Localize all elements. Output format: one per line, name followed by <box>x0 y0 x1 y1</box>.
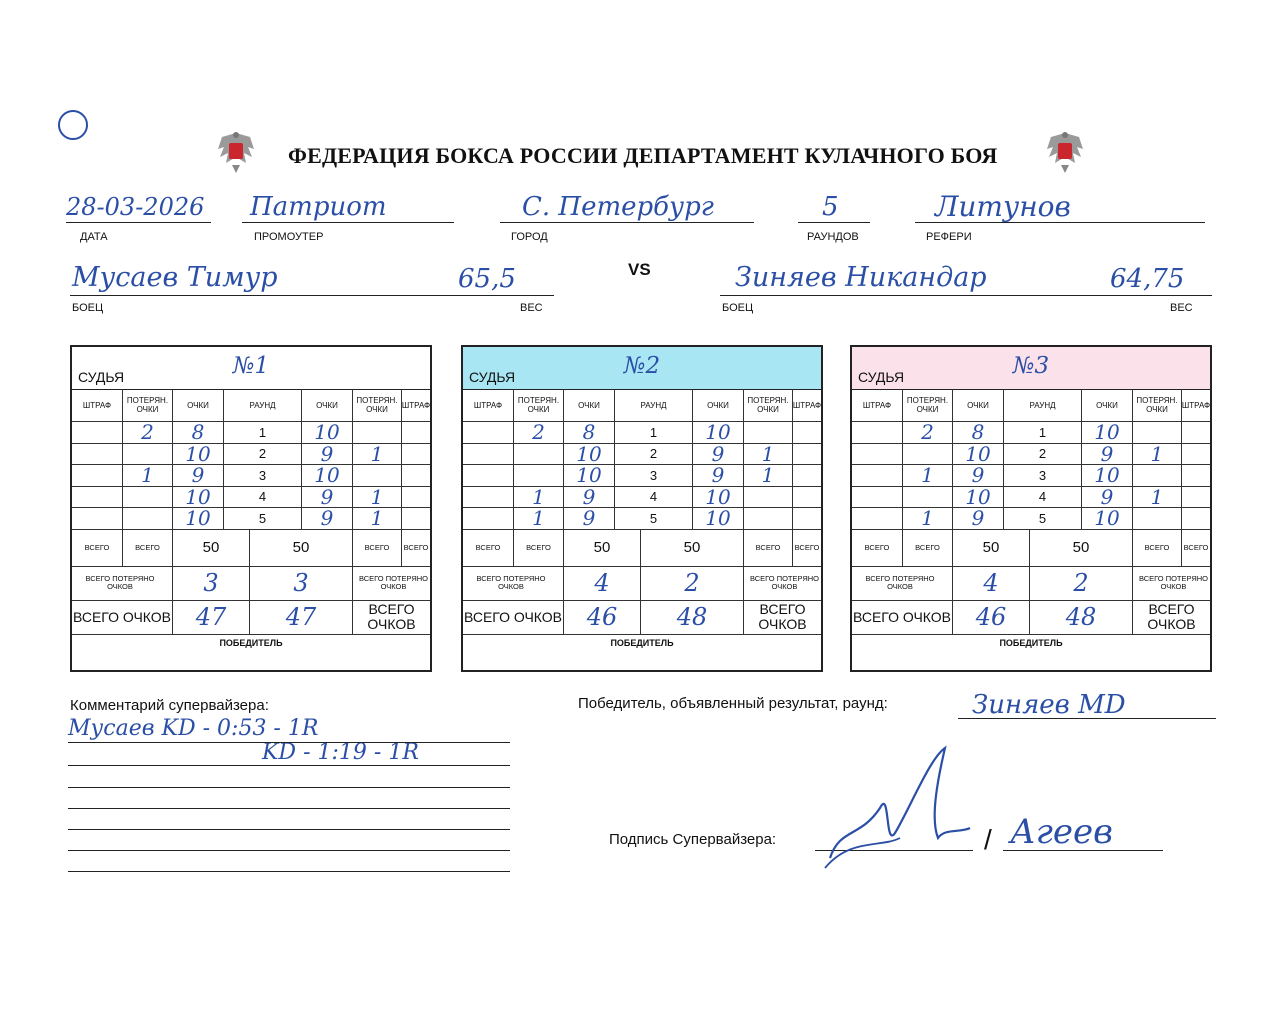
lost-left-cell: 1 <box>123 465 173 487</box>
points-right-cell: 9 <box>693 465 744 487</box>
points-left-cell: 9 <box>564 508 615 530</box>
total-left-value: 50 <box>173 530 250 567</box>
round-number-cell: 4 <box>224 487 302 509</box>
referee-value: Литунов <box>935 190 1071 223</box>
points-right-cell: 9 <box>302 508 353 530</box>
total-label: ВСЕГО <box>852 530 903 567</box>
lost-left-cell: 1 <box>903 465 953 487</box>
points-left-cell: 10 <box>564 465 615 487</box>
lost-right-cell <box>744 487 793 509</box>
federation-emblem-icon <box>1043 127 1087 175</box>
total-points-label: ВСЕГО ОЧКОВ <box>744 601 821 635</box>
points-left-cell: 10 <box>564 444 615 466</box>
judge-card-header <box>852 347 1210 390</box>
penalty-right-cell <box>1182 508 1210 530</box>
penalty-left-cell <box>463 487 514 509</box>
referee-label: РЕФЕРИ <box>926 231 972 243</box>
final-left-score: 46 <box>953 601 1030 635</box>
lost-left-cell: 1 <box>903 508 953 530</box>
total-lost-right: 2 <box>1030 567 1133 601</box>
winner-label: ПОБЕДИТЕЛЬ <box>219 638 283 648</box>
penalty-left-cell <box>463 465 514 487</box>
penalty-right-cell <box>1182 422 1210 444</box>
lost-right-cell: 1 <box>353 508 402 530</box>
penalty-left-cell <box>852 422 903 444</box>
penalty-right-cell <box>402 444 430 466</box>
penalty-right-cell <box>402 465 430 487</box>
date-label: ДАТА <box>80 231 108 243</box>
col-header-round: РАУНД <box>1004 389 1082 422</box>
total-left-value: 50 <box>953 530 1030 567</box>
penalty-right-cell <box>1182 444 1210 466</box>
lost-left-cell <box>514 444 564 466</box>
col-header-penalty: ШТРАФ <box>402 389 430 422</box>
round-number-cell: 1 <box>1004 422 1082 444</box>
lost-right-cell <box>1133 422 1182 444</box>
penalty-right-cell <box>402 422 430 444</box>
total-label: ВСЕГО <box>402 530 430 567</box>
comment-line-1: Мусаев KD - 0:53 - 1R <box>68 716 319 741</box>
points-left-cell: 8 <box>564 422 615 444</box>
penalty-left-cell <box>72 465 123 487</box>
comment-line-2: KD - 1:19 - 1R <box>262 740 419 765</box>
penalty-left-cell <box>72 444 123 466</box>
judge-number: №3 <box>1012 353 1050 379</box>
total-label: ВСЕГО <box>1133 530 1182 567</box>
total-right-value: 50 <box>250 530 353 567</box>
penalty-left-cell <box>72 422 123 444</box>
lost-left-cell: 2 <box>123 422 173 444</box>
judge-card-3 <box>850 345 1212 672</box>
lost-right-cell <box>353 465 402 487</box>
federation-emblem-icon <box>214 127 258 175</box>
penalty-left-cell <box>852 487 903 509</box>
total-label: ВСЕГО <box>463 530 514 567</box>
total-lost-left: 3 <box>173 567 250 601</box>
col-header-lost_points: ПОТЕРЯН. ОЧКИ <box>744 389 793 422</box>
penalty-left-cell <box>852 444 903 466</box>
city-value: С. Петербург <box>522 192 714 222</box>
lost-left-cell <box>514 465 564 487</box>
total-label: ВСЕГО <box>514 530 564 567</box>
signature-label: Подпись Супервайзера: <box>609 831 777 848</box>
judge-card-2 <box>461 345 823 672</box>
total-label: ВСЕГО <box>72 530 123 567</box>
points-left-cell: 9 <box>173 465 224 487</box>
final-right-score: 48 <box>641 601 744 635</box>
winner-announced-label: Победитель, объявленный результат, раунд: <box>578 695 888 712</box>
total-lost-label: ВСЕГО ПОТЕРЯНО ОЧКОВ <box>852 567 953 601</box>
lost-left-cell <box>903 444 953 466</box>
total-lost-label: ВСЕГО ПОТЕРЯНО ОЧКОВ <box>744 567 821 601</box>
points-left-cell: 10 <box>173 508 224 530</box>
penalty-left-cell <box>852 465 903 487</box>
round-number-cell: 5 <box>224 508 302 530</box>
round-number-cell: 2 <box>615 444 693 466</box>
judge-label: СУДЬЯ <box>78 369 125 385</box>
lost-right-cell: 1 <box>744 465 793 487</box>
fighter1-label: БОЕЦ <box>72 302 104 314</box>
winner-label: ПОБЕДИТЕЛЬ <box>999 638 1063 648</box>
col-header-penalty: ШТРАФ <box>1182 389 1210 422</box>
points-right-cell: 10 <box>1082 465 1133 487</box>
document-title: ФЕДЕРАЦИЯ БОКСА РОССИИ ДЕПАРТАМЕНТ КУЛАЧНОГО БОЯ <box>288 143 998 168</box>
col-header-penalty: ШТРАФ <box>793 389 821 422</box>
fighter2-name: Зиняев Никандар <box>735 262 987 293</box>
points-right-cell: 10 <box>693 422 744 444</box>
penalty-left-cell <box>852 508 903 530</box>
penalty-right-cell <box>1182 465 1210 487</box>
points-left-cell: 10 <box>953 444 1004 466</box>
lost-right-cell: 1 <box>353 487 402 509</box>
lost-left-cell: 2 <box>514 422 564 444</box>
rounds-value: 5 <box>822 192 839 222</box>
total-points-label: ВСЕГО ОЧКОВ <box>353 601 430 635</box>
col-header-penalty: ШТРАФ <box>852 389 903 422</box>
points-right-cell: 9 <box>693 444 744 466</box>
winner-label: ПОБЕДИТЕЛЬ <box>610 638 674 648</box>
judge-number: №2 <box>623 353 661 379</box>
col-header-lost_points: ПОТЕРЯН. ОЧКИ <box>903 389 953 422</box>
col-header-penalty: ШТРАФ <box>72 389 123 422</box>
col-header-lost_points: ПОТЕРЯН. ОЧКИ <box>123 389 173 422</box>
col-header-points: ОЧКИ <box>302 389 353 422</box>
total-lost-label: ВСЕГО ПОТЕРЯНО ОЧКОВ <box>463 567 564 601</box>
penalty-right-cell <box>793 487 821 509</box>
col-header-round: РАУНД <box>224 389 302 422</box>
points-right-cell: 10 <box>302 422 353 444</box>
total-points-label: ВСЕГО ОЧКОВ <box>1133 601 1210 635</box>
points-left-cell: 9 <box>953 465 1004 487</box>
fighter1-weight: 65,5 <box>458 264 516 294</box>
penalty-right-cell <box>793 508 821 530</box>
final-right-score: 47 <box>250 601 353 635</box>
col-header-points: ОЧКИ <box>693 389 744 422</box>
total-points-label: ВСЕГО ОЧКОВ <box>72 601 173 635</box>
penalty-right-cell <box>402 508 430 530</box>
col-header-points: ОЧКИ <box>564 389 615 422</box>
points-right-cell: 10 <box>693 508 744 530</box>
penalty-left-cell <box>72 487 123 509</box>
round-number-cell: 2 <box>1004 444 1082 466</box>
fighter1-name: Мусаев Тимур <box>72 262 278 293</box>
rounds-label: РАУНДОВ <box>807 231 859 243</box>
round-number-cell: 5 <box>1004 508 1082 530</box>
final-left-score: 47 <box>173 601 250 635</box>
final-right-score: 48 <box>1030 601 1133 635</box>
col-header-points: ОЧКИ <box>173 389 224 422</box>
col-header-lost_points: ПОТЕРЯН. ОЧКИ <box>514 389 564 422</box>
penalty-right-cell <box>1182 487 1210 509</box>
judge-card-header <box>463 347 821 390</box>
comment-label: Комментарий супервайзера: <box>70 697 269 714</box>
points-left-cell: 10 <box>173 487 224 509</box>
total-lost-left: 4 <box>953 567 1030 601</box>
lost-left-cell: 1 <box>514 508 564 530</box>
total-label: ВСЕГО <box>793 530 821 567</box>
points-right-cell: 10 <box>1082 422 1133 444</box>
points-right-cell: 9 <box>1082 487 1133 509</box>
round-number-cell: 2 <box>224 444 302 466</box>
vs-label: VS <box>628 260 651 279</box>
points-left-cell: 9 <box>953 508 1004 530</box>
penalty-left-cell <box>463 444 514 466</box>
total-lost-label: ВСЕГО ПОТЕРЯНО ОЧКОВ <box>353 567 430 601</box>
lost-right-cell <box>1133 465 1182 487</box>
winner-announced-value: Зиняев MD <box>972 690 1126 720</box>
lost-left-cell: 1 <box>514 487 564 509</box>
judge-label: СУДЬЯ <box>858 369 905 385</box>
lost-left-cell: 2 <box>903 422 953 444</box>
total-lost-left: 4 <box>564 567 641 601</box>
weight2-label: ВЕС <box>1170 302 1193 314</box>
col-header-points: ОЧКИ <box>1082 389 1133 422</box>
total-label: ВСЕГО <box>744 530 793 567</box>
date-value: 28-03-2026 <box>66 193 205 221</box>
points-right-cell: 9 <box>302 487 353 509</box>
penalty-left-cell <box>463 508 514 530</box>
points-left-cell: 8 <box>953 422 1004 444</box>
points-right-cell: 10 <box>302 465 353 487</box>
round-number-cell: 1 <box>224 422 302 444</box>
lost-right-cell: 1 <box>353 444 402 466</box>
judge-number: №1 <box>232 353 270 379</box>
judge-label: СУДЬЯ <box>469 369 516 385</box>
col-header-points: ОЧКИ <box>953 389 1004 422</box>
total-lost-label: ВСЕГО ПОТЕРЯНО ОЧКОВ <box>1133 567 1210 601</box>
total-left-value: 50 <box>564 530 641 567</box>
points-right-cell: 9 <box>1082 444 1133 466</box>
penalty-right-cell <box>793 422 821 444</box>
lost-left-cell <box>123 444 173 466</box>
total-points-label: ВСЕГО ОЧКОВ <box>852 601 953 635</box>
lost-right-cell: 1 <box>1133 487 1182 509</box>
lost-right-cell: 1 <box>744 444 793 466</box>
points-left-cell: 10 <box>953 487 1004 509</box>
city-label: ГОРОД <box>511 231 548 243</box>
round-number-cell: 3 <box>1004 465 1082 487</box>
lost-left-cell <box>123 508 173 530</box>
round-number-cell: 4 <box>1004 487 1082 509</box>
total-label: ВСЕГО <box>123 530 173 567</box>
promoter-label: ПРОМОУТЕР <box>254 231 324 243</box>
fighter2-weight: 64,75 <box>1110 264 1185 294</box>
col-header-penalty: ШТРАФ <box>463 389 514 422</box>
total-lost-right: 2 <box>641 567 744 601</box>
total-points-label: ВСЕГО ОЧКОВ <box>463 601 564 635</box>
total-lost-label: ВСЕГО ПОТЕРЯНО ОЧКОВ <box>72 567 173 601</box>
promoter-value: Патриот <box>250 192 387 222</box>
fighter2-label: БОЕЦ <box>722 302 754 314</box>
total-label: ВСЕГО <box>903 530 953 567</box>
judge-card-1 <box>70 345 432 672</box>
lost-right-cell <box>353 422 402 444</box>
weight1-label: ВЕС <box>520 302 543 314</box>
signature-separator: / <box>984 824 992 855</box>
lost-left-cell <box>903 487 953 509</box>
penalty-left-cell <box>463 422 514 444</box>
round-number-cell: 3 <box>224 465 302 487</box>
col-header-lost_points: ПОТЕРЯН. ОЧКИ <box>353 389 402 422</box>
lost-right-cell: 1 <box>1133 444 1182 466</box>
signature-stroke-icon <box>820 738 980 878</box>
total-right-value: 50 <box>1030 530 1133 567</box>
judge-card-header <box>72 347 430 390</box>
penalty-right-cell <box>793 444 821 466</box>
points-right-cell: 10 <box>693 487 744 509</box>
points-left-cell: 10 <box>173 444 224 466</box>
col-header-lost_points: ПОТЕРЯН. ОЧКИ <box>1133 389 1182 422</box>
total-right-value: 50 <box>641 530 744 567</box>
round-number-cell: 4 <box>615 487 693 509</box>
final-left-score: 46 <box>564 601 641 635</box>
points-right-cell: 9 <box>302 444 353 466</box>
lost-right-cell <box>1133 508 1182 530</box>
round-number-cell: 1 <box>615 422 693 444</box>
lost-left-cell <box>123 487 173 509</box>
total-lost-right: 3 <box>250 567 353 601</box>
points-left-cell: 8 <box>173 422 224 444</box>
round-number-cell: 5 <box>615 508 693 530</box>
total-label: ВСЕГО <box>353 530 402 567</box>
lost-right-cell <box>744 422 793 444</box>
points-left-cell: 9 <box>564 487 615 509</box>
lost-right-cell <box>744 508 793 530</box>
penalty-right-cell <box>402 487 430 509</box>
penalty-left-cell <box>72 508 123 530</box>
round-number-cell: 3 <box>615 465 693 487</box>
total-label: ВСЕГО <box>1182 530 1210 567</box>
col-header-round: РАУНД <box>615 389 693 422</box>
penalty-right-cell <box>793 465 821 487</box>
corner-mark <box>58 110 88 140</box>
points-right-cell: 10 <box>1082 508 1133 530</box>
signature-name: Агеев <box>1010 812 1113 852</box>
